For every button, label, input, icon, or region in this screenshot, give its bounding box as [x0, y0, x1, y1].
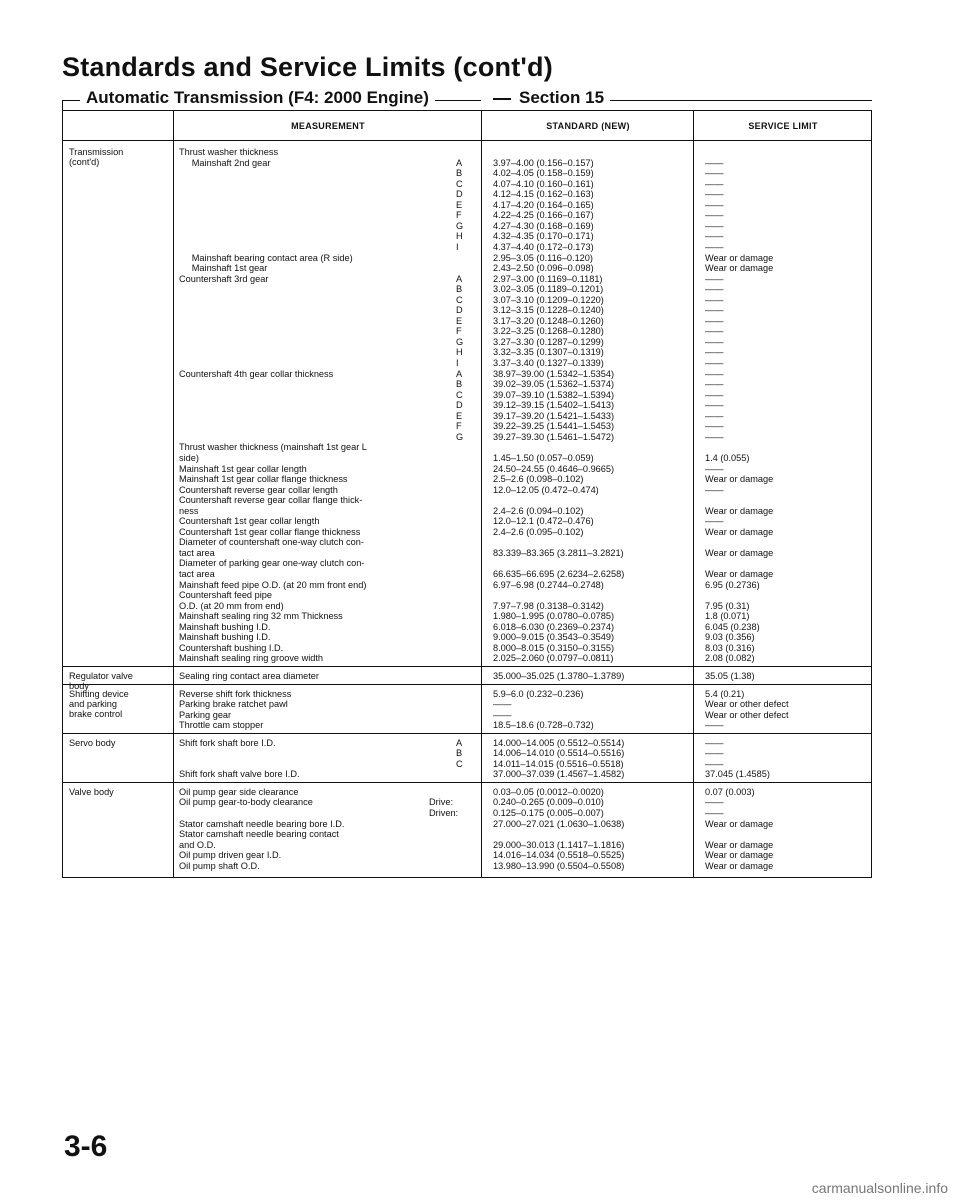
measurement-letter: G	[456, 431, 464, 442]
standard-value: 18.5–18.6 (0.728–0.732)	[493, 720, 594, 731]
group-label: Regulator valve body	[69, 670, 133, 692]
header-standard: STANDARD (NEW)	[546, 121, 630, 131]
standard-value: 2.97–3.00 (0.1169–0.1181)	[493, 273, 603, 284]
measurement-text: Countershaft reverse gear collar length	[179, 484, 338, 495]
service-limit: ——	[705, 389, 724, 400]
measurement-letter: Drive:	[429, 797, 453, 808]
group-label: Valve body	[69, 786, 114, 797]
standard-value: 1.45–1.50 (0.057–0.059)	[493, 452, 594, 463]
measurement-text: side)	[179, 452, 199, 463]
standard-value: 3.32–3.35 (0.1307–0.1319)	[493, 347, 604, 358]
measurement-letter: D	[456, 400, 463, 411]
service-limit: 9.03 (0.356)	[705, 632, 755, 643]
group-divider	[63, 782, 871, 783]
measurement-letter: D	[456, 305, 463, 316]
standard-value: 3.97–4.00 (0.156–0.157)	[493, 157, 594, 168]
standard-value: 38.97–39.00 (1.5342–1.5354)	[493, 368, 615, 379]
standard-value: 0.125–0.175 (0.005–0.007)	[493, 808, 604, 818]
measurement-letter: C	[456, 178, 463, 189]
measurement-text: Countershaft feed pipe	[179, 590, 272, 601]
header-limit: SERVICE LIMIT	[748, 121, 818, 131]
measurement-text: Countershaft 1st gear collar length	[179, 516, 320, 527]
measurement-letter: A	[456, 157, 463, 168]
standard-value: 2.43–2.50 (0.096–0.098)	[493, 263, 594, 274]
measurement-text: Parking gear	[179, 709, 232, 720]
service-limit: ——	[705, 220, 724, 231]
measurement-letter: E	[456, 199, 463, 210]
service-limit: 7.95 (0.31)	[705, 600, 750, 611]
measurement-text: Mainshaft 2nd gear	[179, 157, 271, 168]
measurement-text: Diameter of countershaft one-way clutch con-	[179, 537, 364, 548]
standard-value: 14.016–14.034 (0.5518–0.5525)	[493, 850, 625, 861]
measurement-text: Throttle cam stopper	[179, 720, 264, 731]
standard-value: 3.22–3.25 (0.1268–0.1280)	[493, 326, 604, 337]
measurement-text: Shift fork shaft valve bore I.D.	[179, 769, 300, 780]
standard-value: 27.000–27.021 (1.0630–1.0638)	[493, 818, 625, 829]
measurement-text: Mainshaft 1st gear collar flange thickness	[179, 474, 348, 485]
group-divider	[63, 733, 871, 734]
measurement-text: Mainshaft sealing ring groove width	[179, 653, 324, 664]
service-limit: ——	[705, 797, 724, 808]
measurement-text: Countershaft reverse gear collar flange thick-	[179, 495, 363, 506]
standard-value: 3.37–3.40 (0.1327–0.1339)	[493, 358, 604, 368]
measurement-letter: H	[456, 231, 463, 242]
standard-value: 29.000–30.013 (1.1417–1.1816)	[493, 839, 625, 850]
standard-value: 39.02–39.05 (1.5362–1.5374)	[493, 379, 615, 390]
measurement-text: Thrust washer thickness (mainshaft 1st gear L	[179, 442, 367, 453]
service-limit: 2.08 (0.082)	[705, 653, 755, 664]
standard-value: 3.17–3.20 (0.1248–0.1260)	[493, 315, 604, 326]
standard-value: 4.37–4.40 (0.172–0.173)	[493, 241, 594, 252]
service-limit: ——	[705, 808, 724, 818]
measurement-letter: F	[456, 210, 462, 221]
measurement-text: Stator camshaft needle bearing bore I.D.	[179, 818, 345, 829]
measurement-letter: B	[456, 284, 463, 295]
service-limit: ——	[705, 347, 724, 358]
service-limit: ——	[705, 305, 724, 316]
measurement-letter: C	[456, 758, 463, 769]
service-limit: Wear or damage	[705, 569, 774, 579]
standard-value: 2.025–2.060 (0.0797–0.0811)	[493, 653, 614, 664]
standard-value: 0.03–0.05 (0.0012–0.0020)	[493, 786, 604, 797]
measurement-letter: I	[456, 241, 459, 252]
measurement-letter: B	[456, 379, 463, 390]
service-limit: Wear or other defect	[705, 699, 789, 710]
col-divider-1	[173, 111, 174, 877]
standard-value: 24.50–24.55 (0.4646–0.9665)	[493, 463, 615, 474]
watermark: carmanualsonline.info	[811, 1180, 948, 1196]
measurement-letter: I	[456, 358, 459, 368]
service-limit: 1.4 (0.055)	[705, 452, 750, 463]
measurement-text: Sealing ring contact area diameter	[179, 670, 319, 681]
service-limit: ——	[705, 326, 724, 337]
measurement-letter: B	[456, 168, 463, 179]
service-limit: Wear or damage	[705, 263, 774, 274]
standard-value: 37.000–37.039 (1.4567–1.4582)	[493, 769, 625, 780]
measurement-text: Mainshaft bearing contact area (R side)	[179, 252, 353, 263]
measurement-text: Diameter of parking gear one-way clutch con-	[179, 558, 365, 569]
group-label: Transmission (cont'd)	[69, 147, 124, 168]
service-limit: 6.045 (0.238)	[705, 621, 760, 632]
service-limit: ——	[705, 748, 724, 759]
measurement-text: Mainshaft 1st gear collar length	[179, 463, 307, 474]
service-limit: ——	[705, 189, 724, 200]
service-limit: Wear or damage	[705, 505, 774, 516]
service-limit: ——	[705, 231, 724, 242]
standard-value: 39.27–39.30 (1.5461–1.5472)	[493, 431, 615, 442]
standard-value: 9.000–9.015 (0.3543–0.3549)	[493, 632, 615, 643]
service-limit: Wear or damage	[705, 839, 774, 850]
col-divider-2	[481, 111, 482, 877]
standard-value: 8.000–8.015 (0.3150–0.3155)	[493, 642, 615, 653]
measurement-text: Oil pump shaft O.D.	[179, 860, 260, 871]
service-limit: Wear or damage	[705, 818, 774, 829]
measurement-letter: B	[456, 748, 463, 759]
measurement-letter: C	[456, 294, 463, 305]
dash-divider	[493, 98, 511, 100]
measurement-text: Mainshaft bushing I.D.	[179, 621, 271, 632]
subtitle: Automatic Transmission (F4: 2000 Engine)	[80, 88, 435, 108]
service-limit: 37.045 (1.4585)	[705, 769, 770, 780]
spec-table	[62, 110, 872, 878]
service-limit: Wear or damage	[705, 474, 774, 485]
standard-value: 2.5–2.6 (0.098–0.102)	[493, 474, 584, 485]
measurement-letter: Driven:	[429, 808, 459, 818]
standard-value: 4.02–4.05 (0.158–0.159)	[493, 168, 594, 179]
measurement-letter: F	[456, 421, 462, 432]
measurement-letter: D	[456, 189, 463, 200]
standard-value: ——	[493, 709, 512, 720]
standard-value: 4.22–4.25 (0.166–0.167)	[493, 210, 594, 221]
standard-value: 66.635–66.695 (2.6234–2.6258)	[493, 569, 625, 579]
standard-value: 14.011–14.015 (0.5516–0.5518)	[493, 758, 624, 769]
group-divider	[63, 684, 871, 685]
measurement-text: Mainshaft bushing I.D.	[179, 632, 271, 643]
service-limit: ——	[705, 241, 724, 252]
table-header	[63, 111, 871, 141]
measurement-text: Parking brake ratchet pawl	[179, 699, 288, 710]
standard-value: 39.17–39.20 (1.5421–1.5433)	[493, 410, 615, 421]
measurement-letter: G	[456, 220, 464, 231]
standard-value: 12.0–12.1 (0.472–0.476)	[493, 516, 594, 527]
standard-value: 39.22–39.25 (1.5441–1.5453)	[493, 421, 615, 432]
service-limit: ——	[705, 758, 724, 769]
measurement-text: Thrust washer thickness	[179, 147, 279, 157]
standard-value: 4.27–4.30 (0.168–0.169)	[493, 220, 594, 231]
standard-value: 4.12–4.15 (0.162–0.163)	[493, 189, 594, 200]
measurement-text: O.D. (at 20 mm from end)	[179, 600, 284, 611]
service-limit: Wear or other defect	[705, 709, 789, 720]
service-limit: 0.07 (0.003)	[705, 786, 755, 797]
standard-value: 35.000–35.025 (1.3780–1.3789)	[493, 670, 625, 681]
service-limit: ——	[705, 284, 724, 295]
standard-value: 12.0–12.05 (0.472–0.474)	[493, 484, 599, 495]
standard-value: 6.018–6.030 (0.2369–0.2374)	[493, 621, 615, 632]
page-title: Standards and Service Limits (cont'd)	[62, 52, 553, 82]
measurement-letter: C	[456, 389, 463, 400]
service-limit: ——	[705, 737, 724, 748]
group-label: Shifting device and parking brake control	[69, 688, 129, 720]
measurement-text: Oil pump gear-to-body clearance	[179, 797, 313, 808]
standard-value: 2.95–3.05 (0.116–0.120)	[493, 252, 593, 263]
measurement-text: Oil pump gear side clearance	[179, 786, 299, 797]
service-limit: ——	[705, 273, 724, 284]
standard-value: 3.02–3.05 (0.1189–0.1201)	[493, 284, 604, 295]
service-limit: ——	[705, 720, 724, 731]
standard-value: 13.980–13.990 (0.5504–0.5508)	[493, 860, 625, 871]
standard-value: 2.4–2.6 (0.094–0.102)	[493, 505, 584, 516]
standard-value: 1.980–1.995 (0.0780–0.0785)	[493, 611, 615, 622]
col-divider-3	[693, 111, 694, 877]
standard-value: 5.9–6.0 (0.232–0.236)	[493, 688, 584, 699]
measurement-text: Mainshaft feed pipe O.D. (at 20 mm front end)	[179, 579, 367, 590]
service-limit: 35.05 (1.38)	[705, 670, 755, 681]
standard-value: 6.97–6.98 (0.2744–0.2748)	[493, 579, 604, 590]
standard-value: 7.97–7.98 (0.3138–0.3142)	[493, 600, 604, 611]
standard-value: 0.240–0.265 (0.009–0.010)	[493, 797, 604, 808]
service-limit: ——	[705, 379, 724, 390]
service-limit: 8.03 (0.316)	[705, 642, 755, 653]
measurement-text: Countershaft bushing I.D.	[179, 642, 284, 653]
measurement-letter: A	[456, 273, 463, 284]
service-limit: ——	[705, 400, 724, 411]
standard-value: 3.07–3.10 (0.1209–0.1220)	[493, 294, 604, 305]
service-limit: ——	[705, 315, 724, 326]
service-limit: Wear or damage	[705, 526, 774, 537]
service-limit: ——	[705, 336, 724, 347]
measurement-text: Countershaft 1st gear collar flange thickness	[179, 526, 361, 537]
standard-value: 2.4–2.6 (0.095–0.102)	[493, 526, 584, 537]
group-divider	[63, 666, 871, 667]
measurement-text: Countershaft 4th gear collar thickness	[179, 368, 334, 379]
service-limit: ——	[705, 199, 724, 210]
service-limit: ——	[705, 168, 724, 179]
service-limit: ——	[705, 463, 724, 474]
standard-value: 4.07–4.10 (0.160–0.161)	[493, 178, 594, 189]
group-label: Servo body	[69, 737, 116, 748]
measurement-text: Oil pump driven gear I.D.	[179, 850, 282, 861]
service-limit: ——	[705, 410, 724, 421]
service-limit: ——	[705, 157, 724, 168]
measurement-letter: H	[456, 347, 463, 358]
subtitle-rule-tick	[62, 100, 63, 110]
measurement-letter: A	[456, 368, 463, 379]
measurement-text: and O.D.	[179, 839, 216, 850]
service-limit: Wear or damage	[705, 252, 774, 263]
service-limit: ——	[705, 421, 724, 432]
service-limit: ——	[705, 431, 724, 442]
measurement-text: Stator camshaft needle bearing contact	[179, 829, 339, 840]
standard-value: 4.32–4.35 (0.170–0.171)	[493, 231, 594, 242]
service-limit: 5.4 (0.21)	[705, 688, 745, 699]
standard-value: 14.006–14.010 (0.5514–0.5516)	[493, 748, 625, 759]
service-limit: ——	[705, 484, 724, 495]
standard-value: 3.27–3.30 (0.1287–0.1299)	[493, 336, 604, 347]
standard-value: 39.07–39.10 (1.5382–1.5394)	[493, 389, 615, 400]
standard-value: 39.12–39.15 (1.5402–1.5413)	[493, 400, 615, 411]
header-measurement: MEASUREMENT	[291, 121, 365, 131]
standard-value: 83.339–83.365 (3.2811–3.2821)	[493, 547, 624, 558]
measurement-letter: E	[456, 315, 463, 326]
measurement-text: Mainshaft 1st gear	[179, 263, 268, 274]
standard-value: 4.17–4.20 (0.164–0.165)	[493, 199, 594, 210]
service-limit: ——	[705, 516, 724, 527]
measurement-text: Mainshaft sealing ring 32 mm Thickness	[179, 611, 343, 622]
measurement-text: tact area	[179, 547, 215, 558]
standard-value: 3.12–3.15 (0.1228–0.1240)	[493, 305, 604, 316]
measurement-text: Countershaft 3rd gear	[179, 273, 269, 284]
service-limit: Wear or damage	[705, 547, 774, 558]
service-limit: Wear or damage	[705, 850, 774, 861]
service-limit: ——	[705, 358, 724, 368]
page-number: 3-6	[64, 1130, 108, 1163]
service-limit: ——	[705, 210, 724, 221]
measurement-letter: G	[456, 336, 464, 347]
service-limit: 1.8 (0.071)	[705, 611, 750, 622]
service-limit: ——	[705, 294, 724, 305]
service-limit: 6.95 (0.2736)	[705, 579, 760, 590]
measurement-text: Shift fork shaft bore I.D.	[179, 737, 276, 748]
service-limit: Wear or damage	[705, 860, 774, 871]
measurement-text: Reverse shift fork thickness	[179, 688, 292, 699]
measurement-text: tact area	[179, 569, 215, 579]
service-limit: ——	[705, 178, 724, 189]
service-limit: ——	[705, 368, 724, 379]
section-label: Section 15	[481, 88, 610, 108]
measurement-letter: A	[456, 737, 463, 748]
measurement-letter: E	[456, 410, 463, 421]
measurement-text: ness	[179, 505, 199, 516]
measurement-letter: F	[456, 326, 462, 337]
standard-value: ——	[493, 699, 512, 710]
standard-value: 14.000–14.005 (0.5512–0.5514)	[493, 737, 625, 748]
